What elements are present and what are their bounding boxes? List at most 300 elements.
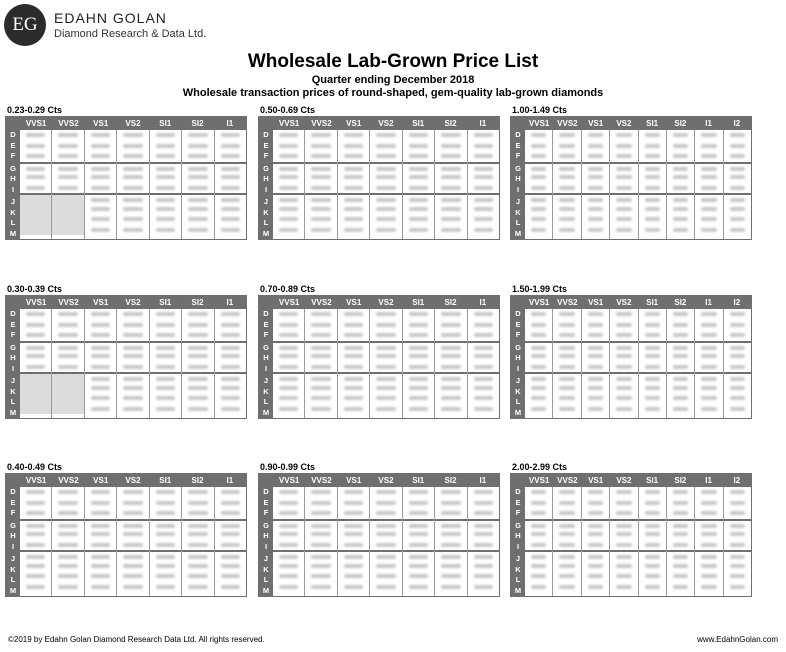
price-cell xyxy=(305,141,336,152)
price-cell xyxy=(468,341,499,352)
clarity-header: SI2 xyxy=(674,119,687,128)
clarity-header: SI1 xyxy=(412,476,425,485)
price-cell xyxy=(553,225,580,236)
price-cell xyxy=(667,519,694,530)
price-cell xyxy=(182,561,213,572)
price-cell xyxy=(468,372,499,383)
price-cell xyxy=(403,351,434,362)
color-grade-label: I xyxy=(516,541,520,551)
price-cell xyxy=(273,561,304,572)
price-cell xyxy=(338,204,369,215)
price-cell xyxy=(305,393,336,404)
price-cell xyxy=(85,487,116,498)
price-cell xyxy=(117,404,148,415)
price-cell xyxy=(610,204,637,215)
price-cell xyxy=(85,172,116,183)
price-table xyxy=(5,461,247,597)
color-grade-label: D xyxy=(515,130,521,139)
price-table xyxy=(5,283,247,419)
price-cell xyxy=(553,362,580,373)
price-cell xyxy=(610,508,637,519)
price-cell xyxy=(468,151,499,162)
price-cell xyxy=(20,582,51,593)
price-cell xyxy=(182,519,213,530)
price-cell xyxy=(338,183,369,194)
clarity-header: SI2 xyxy=(674,298,687,307)
price-cell xyxy=(525,487,552,498)
price-cell xyxy=(85,404,116,415)
price-cell xyxy=(610,309,637,320)
price-cell xyxy=(273,404,304,415)
price-cell xyxy=(338,341,369,352)
clarity-header: VS1 xyxy=(93,476,109,485)
price-cell xyxy=(695,582,722,593)
price-cell xyxy=(468,320,499,331)
price-cell xyxy=(435,162,466,173)
price-cell xyxy=(724,362,751,373)
price-cell xyxy=(582,498,609,509)
color-grade-label: L xyxy=(263,397,269,406)
price-cell xyxy=(215,383,246,394)
price-cell xyxy=(435,529,466,540)
price-cell xyxy=(52,487,83,498)
price-cell xyxy=(20,487,51,498)
price-cell xyxy=(20,130,51,141)
price-cell xyxy=(468,183,499,194)
price-cell xyxy=(273,130,304,141)
price-cell xyxy=(305,540,336,551)
price-cell xyxy=(610,362,637,373)
price-cell xyxy=(403,330,434,341)
price-cell xyxy=(403,393,434,404)
price-cell xyxy=(667,130,694,141)
price-cell xyxy=(553,172,580,183)
price-cell xyxy=(150,183,181,194)
price-cell xyxy=(403,404,434,415)
price-cell xyxy=(52,351,83,362)
price-cell xyxy=(403,162,434,173)
price-cell xyxy=(85,309,116,320)
price-cell xyxy=(525,508,552,519)
price-cell xyxy=(150,172,181,183)
price-cell xyxy=(582,351,609,362)
price-cell xyxy=(724,351,751,362)
price-cell xyxy=(182,214,213,225)
price-cell xyxy=(370,362,401,373)
price-cell xyxy=(85,351,116,362)
price-cell xyxy=(215,141,246,152)
price-cell xyxy=(695,508,722,519)
price-cell xyxy=(52,529,83,540)
price-cell xyxy=(20,362,51,373)
price-cell xyxy=(639,487,666,498)
color-grade-label: D xyxy=(263,130,269,139)
color-grade-label: E xyxy=(515,497,521,507)
price-cell xyxy=(667,151,694,162)
price-cell xyxy=(610,341,637,352)
price-cell xyxy=(639,225,666,236)
color-grade-label: M xyxy=(262,585,270,595)
price-cell xyxy=(150,540,181,551)
color-grade-label: I xyxy=(516,184,520,194)
price-cell xyxy=(435,393,466,404)
price-cell xyxy=(150,130,181,141)
price-cell xyxy=(610,162,637,173)
price-cell xyxy=(52,162,83,173)
price-cell xyxy=(305,151,336,162)
color-grade-label: G xyxy=(10,342,16,352)
price-cell xyxy=(215,172,246,183)
price-cell xyxy=(117,582,148,593)
price-cell xyxy=(85,214,116,225)
color-grade-label: F xyxy=(10,151,16,160)
price-cell xyxy=(370,540,401,551)
price-cell xyxy=(150,571,181,582)
price-cell xyxy=(117,561,148,572)
price-cell xyxy=(610,130,637,141)
price-cell xyxy=(215,309,246,320)
price-cell xyxy=(525,309,552,320)
price-cell xyxy=(182,540,213,551)
price-cell xyxy=(468,540,499,551)
color-grade-label: F xyxy=(10,508,16,517)
price-cell xyxy=(525,550,552,561)
price-cell xyxy=(215,162,246,173)
price-cell xyxy=(305,172,336,183)
price-cell xyxy=(553,351,580,362)
price-cell xyxy=(403,372,434,383)
price-cell xyxy=(150,330,181,341)
price-cell xyxy=(468,383,499,394)
clarity-header: SI1 xyxy=(159,476,172,485)
price-cell xyxy=(610,151,637,162)
price-cell xyxy=(468,362,499,373)
price-cell xyxy=(639,529,666,540)
price-cell xyxy=(20,404,51,415)
price-cell xyxy=(117,550,148,561)
price-cell xyxy=(667,309,694,320)
price-cell xyxy=(724,320,751,331)
price-cell xyxy=(117,519,148,530)
price-cell xyxy=(182,404,213,415)
logo-mark: EG xyxy=(4,4,46,46)
price-cell xyxy=(305,225,336,236)
price-cell xyxy=(525,383,552,394)
price-cell xyxy=(667,383,694,394)
price-cell xyxy=(724,309,751,320)
price-cell xyxy=(553,404,580,415)
price-cell xyxy=(695,341,722,352)
price-cell xyxy=(525,351,552,362)
price-cell xyxy=(150,151,181,162)
price-cell xyxy=(553,498,580,509)
color-grade-label: E xyxy=(263,497,269,507)
price-cell xyxy=(582,183,609,194)
clarity-header: VS1 xyxy=(93,298,109,307)
price-cell xyxy=(468,550,499,561)
clarity-header: VVS1 xyxy=(528,476,550,485)
price-cell xyxy=(370,529,401,540)
price-cell xyxy=(525,141,552,152)
price-cell xyxy=(639,383,666,394)
price-cell xyxy=(182,351,213,362)
price-cell xyxy=(435,571,466,582)
price-cell xyxy=(85,372,116,383)
price-cell xyxy=(468,393,499,404)
price-cell xyxy=(403,519,434,530)
price-cell xyxy=(695,404,722,415)
price-cell xyxy=(150,404,181,415)
price-cell xyxy=(695,362,722,373)
clarity-header: VVS2 xyxy=(557,476,578,485)
price-grid xyxy=(258,116,500,240)
price-cell xyxy=(338,529,369,540)
price-grid xyxy=(5,473,247,597)
color-grade-label: I xyxy=(264,541,268,551)
color-grade-label: K xyxy=(515,564,521,574)
price-cell xyxy=(52,183,83,194)
clarity-header: VVS2 xyxy=(311,476,332,485)
color-grade-label: K xyxy=(10,207,16,217)
price-cell xyxy=(85,498,116,509)
color-grade-label: J xyxy=(515,376,521,385)
price-cell xyxy=(182,393,213,404)
price-cell xyxy=(273,225,304,236)
price-cell xyxy=(667,487,694,498)
price-cell xyxy=(582,162,609,173)
price-cell xyxy=(403,508,434,519)
price-cell xyxy=(667,341,694,352)
price-cell xyxy=(20,151,51,162)
price-cell xyxy=(724,404,751,415)
clarity-header: VS1 xyxy=(588,298,604,307)
price-cell xyxy=(525,225,552,236)
price-cell xyxy=(182,141,213,152)
price-cell xyxy=(20,540,51,551)
price-cell xyxy=(553,130,580,141)
price-cell xyxy=(273,151,304,162)
price-cell xyxy=(610,519,637,530)
price-cell xyxy=(468,519,499,530)
clarity-header: VS2 xyxy=(616,298,632,307)
price-cell xyxy=(610,561,637,572)
color-grade-label: H xyxy=(263,174,269,183)
price-cell xyxy=(639,519,666,530)
color-grade-label: F xyxy=(515,151,521,160)
price-cell xyxy=(273,571,304,582)
price-cell xyxy=(610,320,637,331)
price-cell xyxy=(52,341,83,352)
clarity-header: I1 xyxy=(226,119,234,128)
clarity-header: VVS2 xyxy=(557,119,578,128)
clarity-header: I2 xyxy=(733,298,741,307)
color-grade-label: M xyxy=(9,407,17,417)
color-grade-label: L xyxy=(263,575,269,584)
price-cell xyxy=(215,130,246,141)
price-cell xyxy=(338,172,369,183)
price-cell xyxy=(403,550,434,561)
price-cell xyxy=(695,351,722,362)
price-cell xyxy=(52,193,83,204)
price-cell xyxy=(639,351,666,362)
price-cell xyxy=(85,341,116,352)
price-cell xyxy=(52,330,83,341)
price-cell xyxy=(117,183,148,194)
clarity-header: VVS2 xyxy=(557,298,578,307)
clarity-header: SI1 xyxy=(646,476,659,485)
price-cell xyxy=(582,204,609,215)
price-cell xyxy=(639,508,666,519)
color-grade-label: L xyxy=(10,218,16,227)
price-cell xyxy=(305,330,336,341)
color-grade-label: H xyxy=(515,353,521,362)
price-cell xyxy=(273,204,304,215)
price-cell xyxy=(525,529,552,540)
price-cell xyxy=(435,141,466,152)
price-cell xyxy=(305,162,336,173)
color-grade-label: K xyxy=(263,207,269,217)
price-cell xyxy=(667,582,694,593)
price-cell xyxy=(553,529,580,540)
price-cell xyxy=(403,225,434,236)
color-grade-label: J xyxy=(263,197,269,206)
price-grid xyxy=(510,473,752,597)
price-cell xyxy=(20,214,51,225)
price-cell xyxy=(52,519,83,530)
color-grade-label: G xyxy=(263,163,269,173)
price-cell xyxy=(525,561,552,572)
clarity-header: VVS2 xyxy=(58,298,79,307)
price-cell xyxy=(435,498,466,509)
price-cell xyxy=(20,183,51,194)
carat-range-label: 0.50-0.69 Cts xyxy=(260,105,316,115)
clarity-header: SI1 xyxy=(646,119,659,128)
price-cell xyxy=(724,130,751,141)
price-cell xyxy=(338,393,369,404)
price-cell xyxy=(639,162,666,173)
price-cell xyxy=(403,151,434,162)
price-cell xyxy=(695,571,722,582)
price-cell xyxy=(215,151,246,162)
clarity-header: SI2 xyxy=(191,119,204,128)
color-grade-label: E xyxy=(10,497,16,507)
price-cell xyxy=(338,540,369,551)
price-cell xyxy=(215,508,246,519)
color-grade-label: D xyxy=(515,487,521,496)
price-cell xyxy=(52,320,83,331)
price-cell xyxy=(610,540,637,551)
color-grade-label: L xyxy=(515,575,521,584)
price-cell xyxy=(117,362,148,373)
price-cell xyxy=(305,214,336,225)
price-cell xyxy=(215,404,246,415)
price-cell xyxy=(695,141,722,152)
price-cell xyxy=(273,214,304,225)
price-cell xyxy=(52,362,83,373)
price-cell xyxy=(525,320,552,331)
price-cell xyxy=(403,362,434,373)
price-cell xyxy=(695,172,722,183)
price-cell xyxy=(273,183,304,194)
price-cell xyxy=(150,351,181,362)
price-cell xyxy=(150,383,181,394)
color-grade-label: K xyxy=(515,207,521,217)
price-cell xyxy=(695,183,722,194)
price-cell xyxy=(667,141,694,152)
price-cell xyxy=(525,571,552,582)
price-cell xyxy=(610,214,637,225)
price-cell xyxy=(553,393,580,404)
clarity-header: VVS1 xyxy=(528,298,550,307)
price-cell xyxy=(667,498,694,509)
clarity-header: VS2 xyxy=(125,298,141,307)
clarity-header: SI2 xyxy=(444,476,457,485)
price-cell xyxy=(695,309,722,320)
price-cell xyxy=(52,550,83,561)
price-cell xyxy=(610,582,637,593)
price-cell xyxy=(273,330,304,341)
price-cell xyxy=(20,351,51,362)
price-cell xyxy=(582,393,609,404)
price-cell xyxy=(338,151,369,162)
price-cell xyxy=(468,225,499,236)
price-cell xyxy=(117,172,148,183)
footer-website[interactable]: www.EdahnGolan.com xyxy=(697,635,778,644)
price-cell xyxy=(305,519,336,530)
price-cell xyxy=(85,141,116,152)
clarity-header: SI2 xyxy=(444,119,457,128)
price-cell xyxy=(215,550,246,561)
price-cell xyxy=(695,383,722,394)
price-cell xyxy=(182,487,213,498)
price-cell xyxy=(553,162,580,173)
price-cell xyxy=(20,508,51,519)
clarity-header: VS1 xyxy=(588,119,604,128)
price-cell xyxy=(695,330,722,341)
clarity-header: I2 xyxy=(733,119,741,128)
price-cell xyxy=(305,404,336,415)
price-cell xyxy=(182,183,213,194)
price-cell xyxy=(273,320,304,331)
color-grade-label: K xyxy=(10,564,16,574)
color-grade-label: E xyxy=(10,319,16,329)
price-cell xyxy=(150,582,181,593)
price-cell xyxy=(582,372,609,383)
price-cell xyxy=(370,130,401,141)
price-cell xyxy=(117,204,148,215)
price-cell xyxy=(85,540,116,551)
price-cell xyxy=(553,571,580,582)
price-cell xyxy=(182,508,213,519)
price-cell xyxy=(724,193,751,204)
price-cell xyxy=(582,519,609,530)
price-cell xyxy=(610,529,637,540)
price-cell xyxy=(370,341,401,352)
price-cell xyxy=(724,225,751,236)
price-cell xyxy=(610,172,637,183)
price-cell xyxy=(525,130,552,141)
color-grade-label: F xyxy=(263,330,269,339)
price-cell xyxy=(370,172,401,183)
price-cell xyxy=(370,508,401,519)
price-cell xyxy=(553,204,580,215)
clarity-header: VVS1 xyxy=(278,298,300,307)
clarity-header: VS2 xyxy=(378,476,394,485)
clarity-header: I1 xyxy=(705,298,712,307)
price-cell xyxy=(273,351,304,362)
color-grade-label: H xyxy=(10,531,16,540)
price-cell xyxy=(338,550,369,561)
